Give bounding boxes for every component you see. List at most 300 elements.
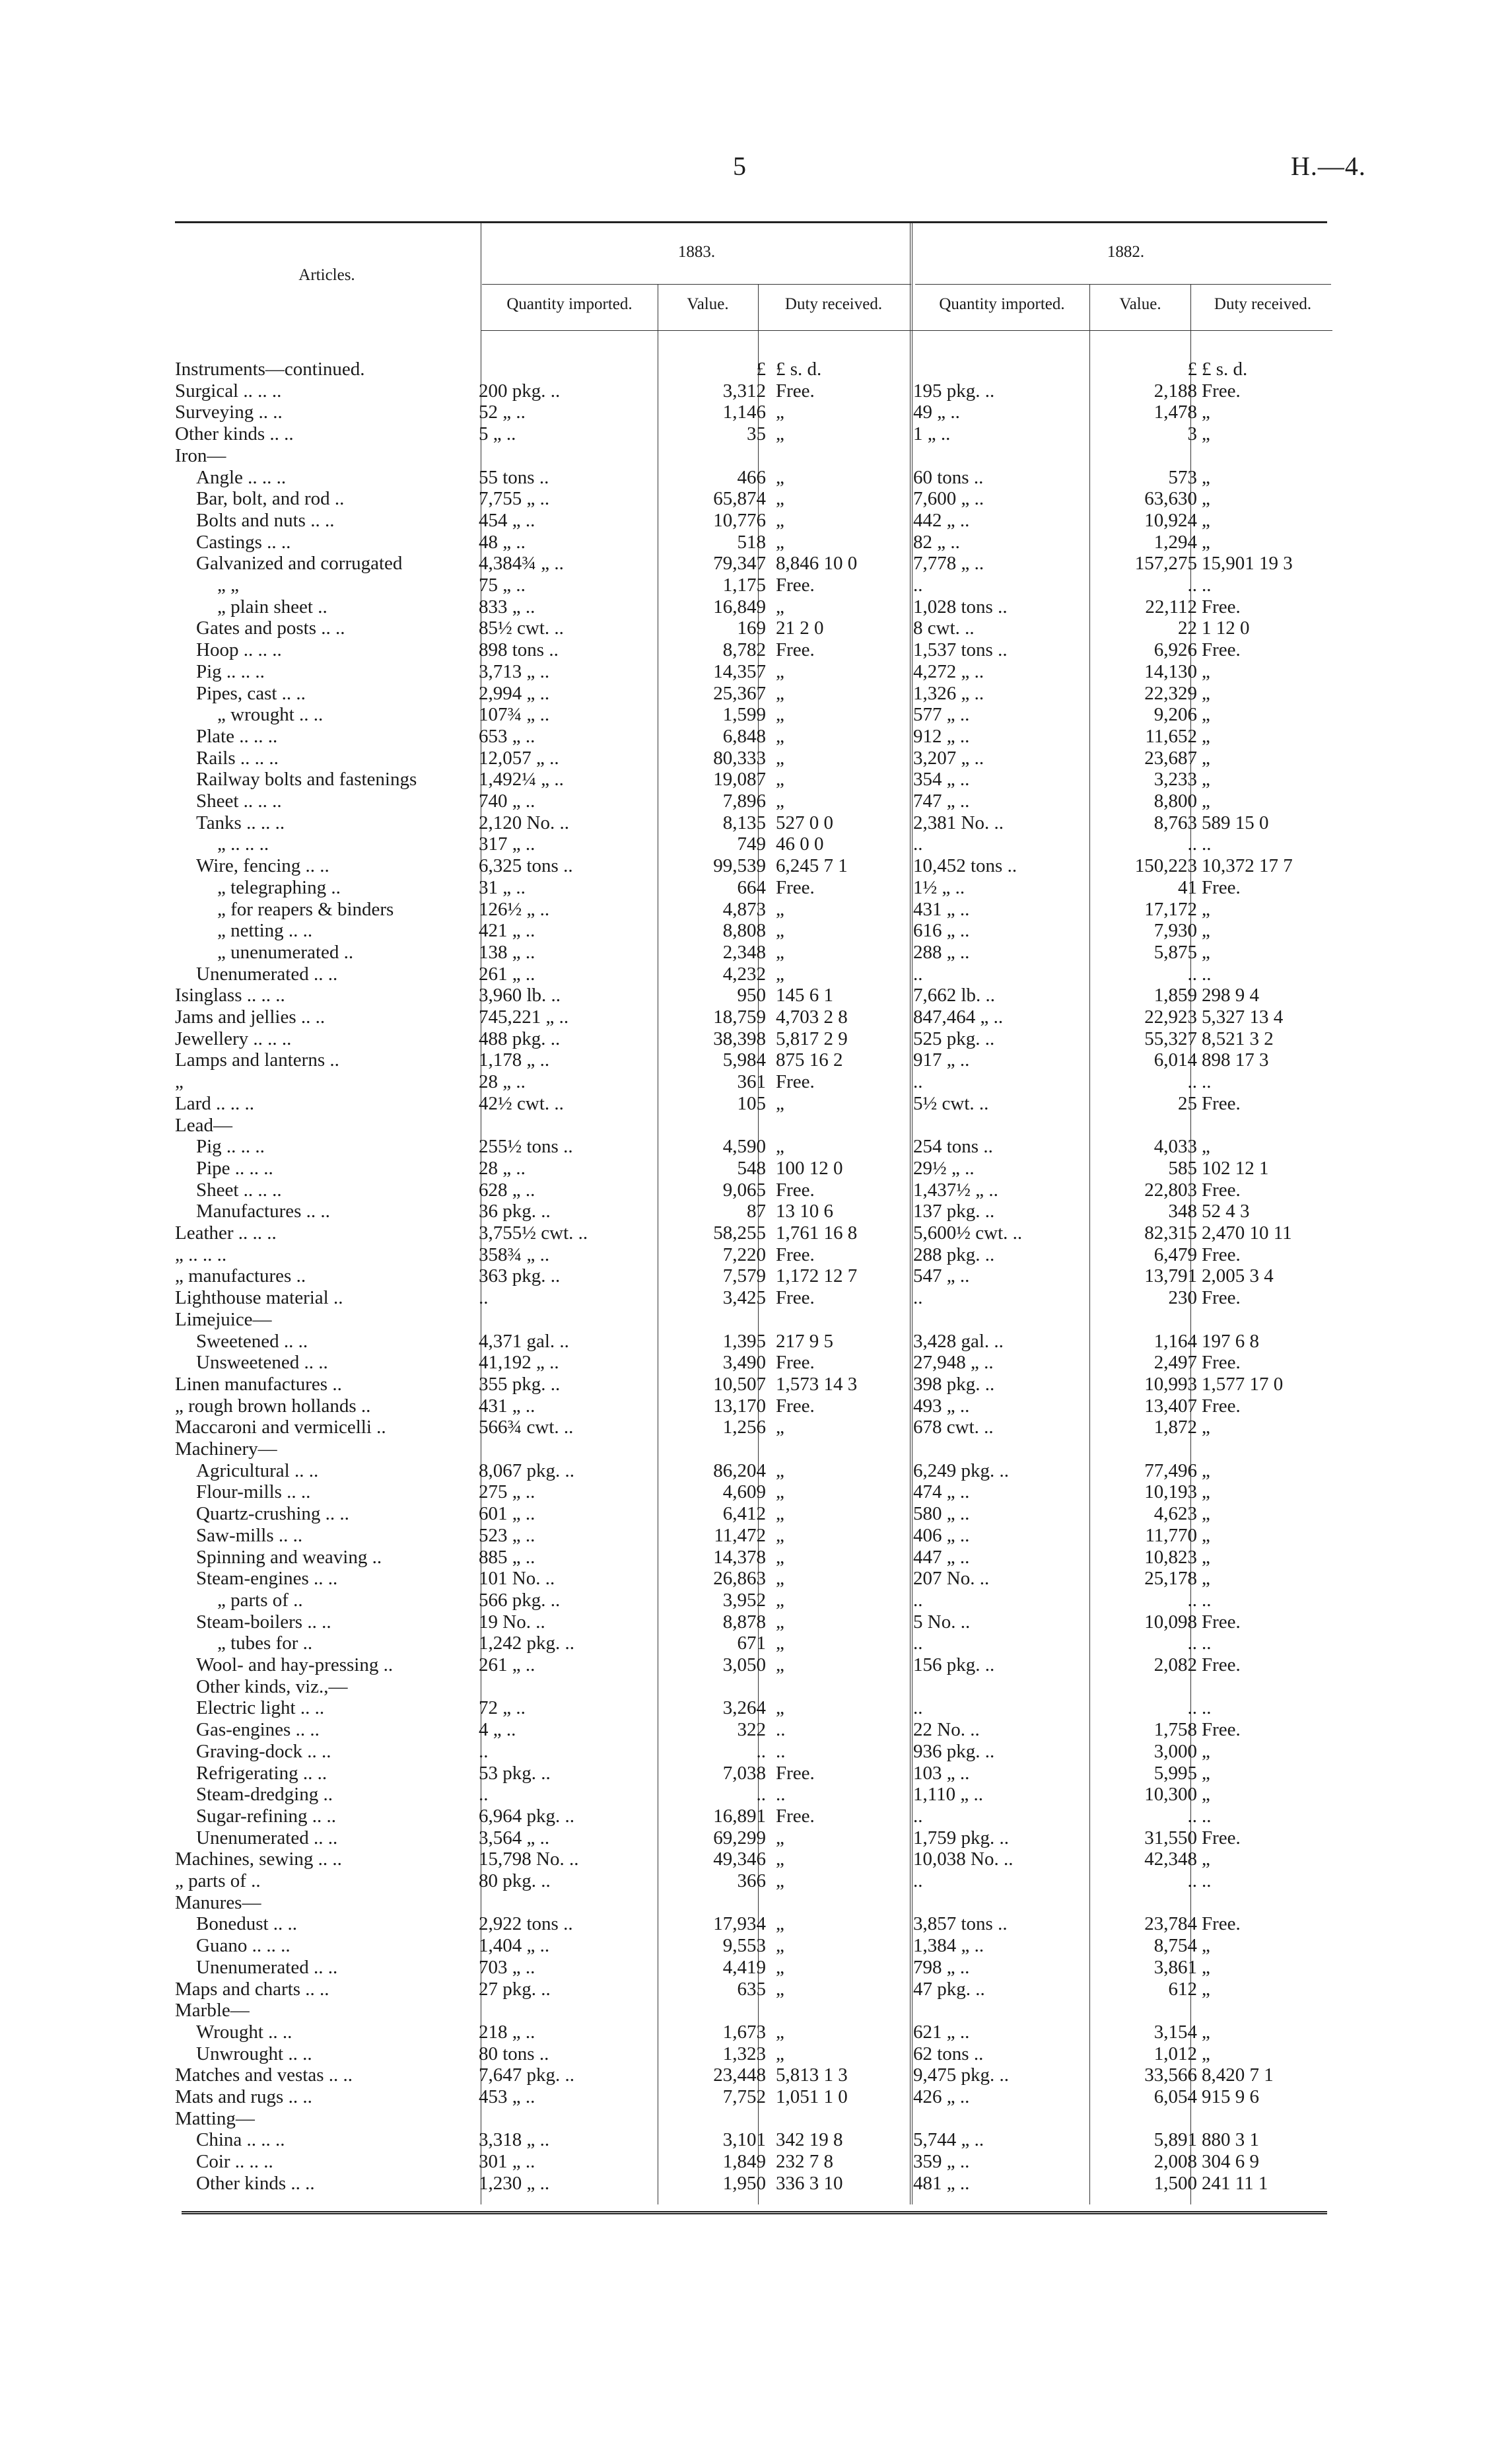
cell-v1: 1,599 bbox=[722, 704, 766, 726]
cell-v2: .. bbox=[1187, 1589, 1197, 1611]
cell-d2: „ bbox=[1202, 1784, 1210, 1806]
cell-q1: 48 „ .. bbox=[479, 531, 526, 553]
cell-d1: Free. bbox=[776, 1352, 815, 1374]
cell-q1: 653 „ .. bbox=[479, 725, 535, 747]
cell-v1: 38,398 bbox=[713, 1028, 766, 1049]
cell-d1: 1,172 12 7 bbox=[776, 1265, 858, 1287]
bottom-rule bbox=[182, 2211, 1327, 2214]
cell-q2: 936 pkg. .. bbox=[913, 1740, 995, 1762]
cell-q1: 42½ cwt. .. bbox=[479, 1092, 564, 1114]
cell-d2: .. bbox=[1202, 1870, 1212, 1891]
cell-v1: 6,412 bbox=[722, 1503, 766, 1525]
cell-q1: 5 „ .. bbox=[479, 423, 516, 445]
cell-d1: „ bbox=[776, 725, 784, 747]
cell-q2: 1,537 tons .. bbox=[913, 639, 1008, 661]
cell-v2: 25,178 bbox=[1144, 1568, 1197, 1590]
cell-v1: 3,264 bbox=[722, 1697, 766, 1719]
cell-v2: 5,875 bbox=[1153, 941, 1197, 963]
table-row bbox=[175, 1201, 1337, 1222]
cell-d1: „ bbox=[776, 1870, 784, 1891]
cell-a: Bolts and nuts .. .. bbox=[196, 509, 335, 531]
cell-d1: 1,051 1 0 bbox=[776, 2086, 848, 2107]
cell-a: Other kinds .. .. bbox=[196, 2172, 315, 2194]
cell-d2: „ bbox=[1202, 747, 1210, 769]
table-row bbox=[175, 1525, 1337, 1547]
cell-d1: 1,573 14 3 bbox=[776, 1373, 858, 1395]
cell-a: Saw-mills .. .. bbox=[196, 1524, 303, 1546]
table-row bbox=[175, 510, 1337, 532]
cell-d2: 2,470 10 11 bbox=[1202, 1222, 1292, 1244]
cell-a: Lamps and lanterns .. bbox=[175, 1049, 339, 1071]
cell-v1: 18,759 bbox=[713, 1006, 766, 1028]
table-row bbox=[175, 596, 1337, 618]
cell-v1: 950 bbox=[737, 985, 766, 1006]
table-row bbox=[175, 1049, 1337, 1071]
cell-d1: 1,761 16 8 bbox=[776, 1222, 858, 1244]
cell-q2: 137 pkg. .. bbox=[913, 1201, 995, 1222]
cell-q1: 31 „ .. bbox=[479, 876, 526, 898]
cell-v2: 10,924 bbox=[1144, 509, 1197, 531]
cell-q1: 566¾ cwt. .. bbox=[479, 1417, 574, 1438]
cell-v2: 348 bbox=[1168, 1201, 1197, 1222]
cell-v2: 6,926 bbox=[1153, 639, 1197, 661]
cell-v2: 22,329 bbox=[1144, 682, 1197, 704]
cell-v2: 10,300 bbox=[1144, 1784, 1197, 1806]
cell-d1: Free. bbox=[776, 575, 815, 596]
cell-d1: „ bbox=[776, 1136, 784, 1158]
cell-q2: 22 No. .. bbox=[913, 1719, 980, 1741]
header-rule-bottom bbox=[481, 330, 1332, 331]
cell-q2: 7,600 „ .. bbox=[913, 488, 984, 510]
cell-q1: 41,192 „ .. bbox=[479, 1352, 559, 1374]
cell-v1: 17,934 bbox=[713, 1913, 766, 1935]
cell-v1: 635 bbox=[737, 1978, 766, 2000]
cell-a: Graving-dock .. .. bbox=[196, 1740, 331, 1762]
cell-d2: „ bbox=[1202, 488, 1210, 510]
cell-d2: „ bbox=[1202, 1848, 1210, 1870]
cell-v1: 49,346 bbox=[713, 1848, 766, 1870]
cell-q1: 138 „ .. bbox=[479, 941, 535, 963]
table-row bbox=[175, 899, 1337, 921]
cell-d2: Free. bbox=[1202, 1244, 1241, 1265]
cell-v2: 1,758 bbox=[1153, 1719, 1197, 1741]
cell-d1: 13 10 6 bbox=[776, 1201, 833, 1222]
cell-v2: .. bbox=[1187, 833, 1197, 855]
cell-d1: Free. bbox=[776, 876, 815, 898]
cell-d2: „ bbox=[1202, 531, 1210, 553]
table-row bbox=[175, 1265, 1337, 1287]
header-quantity-1882: Quantity imported. bbox=[939, 295, 1065, 313]
cell-v2: 7,930 bbox=[1153, 920, 1197, 942]
cell-q1: 75 „ .. bbox=[479, 575, 526, 596]
cell-a: Machines, sewing .. .. bbox=[175, 1848, 342, 1870]
cell-v1: 86,204 bbox=[713, 1460, 766, 1481]
cell-q1: .. bbox=[479, 1740, 489, 1762]
cell-v2: 1,164 bbox=[1153, 1330, 1197, 1352]
cell-d2: „ bbox=[1202, 402, 1210, 423]
cell-v2: .. bbox=[1187, 1633, 1197, 1654]
cell-q2: 5,600½ cwt. .. bbox=[913, 1222, 1023, 1244]
cell-a: Bonedust .. .. bbox=[196, 1913, 298, 1935]
cell-q1: 28 „ .. bbox=[479, 1157, 526, 1179]
cell-v1: 4,873 bbox=[722, 898, 766, 920]
table-row bbox=[175, 920, 1337, 942]
cell-a: Sweetened .. .. bbox=[196, 1330, 308, 1352]
cell-a: Maccaroni and vermicelli .. bbox=[175, 1417, 386, 1438]
cell-d1: Free. bbox=[776, 1244, 815, 1265]
cell-q1: 4 „ .. bbox=[479, 1719, 516, 1741]
cell-v1: 58,255 bbox=[713, 1222, 766, 1244]
cell-q2: .. bbox=[913, 1870, 923, 1891]
cell-q1: 3,318 „ .. bbox=[479, 2129, 550, 2151]
cell-a: „ „ bbox=[217, 575, 239, 596]
cell-q2: .. bbox=[913, 1697, 923, 1719]
cell-d2: „ bbox=[1202, 1503, 1210, 1525]
cell-v2: 3,233 bbox=[1153, 769, 1197, 791]
page-number: 5 bbox=[733, 151, 746, 181]
cell-d1: „ bbox=[776, 747, 784, 769]
cell-d2: „ bbox=[1202, 941, 1210, 963]
cell-q1: 261 „ .. bbox=[479, 963, 535, 985]
cell-v1: 23,448 bbox=[713, 2064, 766, 2086]
cell-v2: 6,054 bbox=[1153, 2086, 1197, 2107]
cell-d1: 232 7 8 bbox=[776, 2151, 833, 2173]
table-row bbox=[175, 2064, 1337, 2086]
table-row bbox=[175, 2151, 1337, 2173]
cell-v1: 2,348 bbox=[722, 941, 766, 963]
cell-v1: 4,419 bbox=[722, 1956, 766, 1978]
cell-q1: 261 „ .. bbox=[479, 1654, 535, 1675]
cell-q2: 1,759 pkg. .. bbox=[913, 1827, 1009, 1848]
cell-v1: 3,490 bbox=[722, 1352, 766, 1374]
cell-d2: „ bbox=[1202, 423, 1210, 445]
table-row bbox=[175, 985, 1337, 1006]
cell-a: „ wrought .. .. bbox=[217, 704, 324, 726]
cell-q2: 493 „ .. bbox=[913, 1395, 970, 1417]
table-row bbox=[175, 2022, 1337, 2043]
cell-d2: .. bbox=[1202, 1071, 1212, 1093]
table-row bbox=[175, 1244, 1337, 1266]
cell-q1: 101 No. .. bbox=[479, 1568, 555, 1590]
table-row bbox=[175, 964, 1337, 985]
cell-d2: 2,005 3 4 bbox=[1202, 1265, 1274, 1287]
cell-d2: „ bbox=[1202, 704, 1210, 726]
cell-v2: 6,479 bbox=[1153, 1244, 1197, 1265]
cell-d1: „ bbox=[776, 1827, 784, 1848]
cell-a: Tanks .. .. .. bbox=[196, 812, 285, 833]
cell-a: Unwrought .. .. bbox=[196, 2043, 312, 2064]
cell-a: Unenumerated .. .. bbox=[196, 963, 338, 985]
cell-d1: „ bbox=[776, 488, 784, 510]
cell-d2: 915 9 6 bbox=[1202, 2086, 1259, 2107]
cell-d2: „ bbox=[1202, 769, 1210, 791]
cell-v1: 1,256 bbox=[722, 1417, 766, 1438]
cell-v2: 8,763 bbox=[1153, 812, 1197, 833]
cell-d2: £ s. d. bbox=[1202, 359, 1248, 380]
cell-q2: 1½ „ .. bbox=[913, 876, 965, 898]
cell-q1: .. bbox=[479, 1287, 489, 1309]
header-rule-mid-1883 bbox=[482, 284, 911, 285]
table-row bbox=[175, 942, 1337, 964]
cell-v1: 4,609 bbox=[722, 1481, 766, 1503]
document-id: H.—4. bbox=[1291, 151, 1366, 181]
header-duty-1883: Duty received. bbox=[784, 295, 883, 313]
cell-a: Rails .. .. .. bbox=[196, 747, 279, 769]
cell-v1: 19,087 bbox=[713, 769, 766, 791]
cell-d1: „ bbox=[776, 531, 784, 553]
cell-q1: 3,713 „ .. bbox=[479, 660, 550, 682]
cell-d2: Free. bbox=[1202, 1827, 1241, 1848]
cell-v1: 14,357 bbox=[713, 660, 766, 682]
cell-q2: 5,744 „ .. bbox=[913, 2129, 984, 2151]
cell-q1: 2,922 tons .. bbox=[479, 1913, 573, 1935]
cell-a: Lighthouse material .. bbox=[175, 1287, 343, 1309]
cell-q2: 8 cwt. .. bbox=[913, 617, 975, 639]
cell-d1: 8,846 10 0 bbox=[776, 553, 858, 575]
cell-v2: 8,754 bbox=[1153, 1935, 1197, 1957]
cell-a: Galvanized and corrugated bbox=[196, 553, 403, 575]
cell-d2: „ bbox=[1202, 2021, 1210, 2043]
cell-q1: 2,120 No. .. bbox=[479, 812, 569, 833]
cell-v1: 13,170 bbox=[713, 1395, 766, 1417]
cell-q2: 207 No. .. bbox=[913, 1568, 990, 1590]
cell-q1: 421 „ .. bbox=[479, 920, 535, 942]
table-row bbox=[175, 661, 1337, 683]
cell-v1: 79,347 bbox=[713, 553, 766, 575]
cell-q2: .. bbox=[913, 833, 923, 855]
cell-v1: 7,896 bbox=[722, 791, 766, 812]
cell-d1: „ bbox=[776, 1589, 784, 1611]
cell-v2: 150,223 bbox=[1134, 855, 1197, 877]
cell-d2: 1 12 0 bbox=[1202, 617, 1250, 639]
cell-d2: „ bbox=[1202, 1136, 1210, 1158]
cell-a: Machinery— bbox=[175, 1438, 277, 1460]
cell-v1: 87 bbox=[747, 1201, 766, 1222]
cell-d2: Free. bbox=[1202, 639, 1241, 661]
table-row bbox=[175, 1741, 1337, 1763]
cell-a: Other kinds .. .. bbox=[175, 423, 294, 445]
table-row bbox=[175, 1158, 1337, 1179]
cell-d1: Free. bbox=[776, 1287, 815, 1309]
cell-q2: 254 tons .. bbox=[913, 1136, 993, 1158]
cell-q2: 10,452 tons .. bbox=[913, 855, 1017, 877]
cell-v2: .. bbox=[1187, 1870, 1197, 1891]
cell-a: Linen manufactures .. bbox=[175, 1373, 342, 1395]
cell-v2: 10,993 bbox=[1144, 1373, 1197, 1395]
cell-v2: 55,327 bbox=[1144, 1028, 1197, 1049]
cell-a: Instruments—continued. bbox=[175, 359, 365, 380]
cell-v2: £ bbox=[1187, 359, 1197, 380]
cell-v2: 3,000 bbox=[1153, 1740, 1197, 1762]
cell-d2: „ bbox=[1202, 1956, 1210, 1978]
cell-d2: Free. bbox=[1202, 1611, 1241, 1633]
cell-d2: „ bbox=[1202, 1460, 1210, 1481]
table-row bbox=[175, 1913, 1337, 1935]
cell-a: Agricultural .. .. bbox=[196, 1460, 319, 1481]
cell-d2: „ bbox=[1202, 509, 1210, 531]
cell-d2: Free. bbox=[1202, 1654, 1241, 1675]
cell-q2: .. bbox=[913, 1071, 923, 1093]
cell-a: Limejuice— bbox=[175, 1308, 272, 1330]
cell-a: Wool- and hay-pressing .. bbox=[196, 1654, 394, 1675]
cell-q1: 628 „ .. bbox=[479, 1179, 535, 1201]
cell-d2: 1,577 17 0 bbox=[1202, 1373, 1284, 1395]
cell-q2: 288 „ .. bbox=[913, 941, 970, 963]
cell-q1: 80 tons .. bbox=[479, 2043, 549, 2064]
cell-d2: 298 9 4 bbox=[1202, 985, 1259, 1006]
cell-d2: Free. bbox=[1202, 876, 1241, 898]
table-row bbox=[175, 1287, 1337, 1309]
table-row bbox=[175, 380, 1337, 402]
header-value-1883: Value. bbox=[687, 295, 729, 313]
cell-d1: Free. bbox=[776, 1395, 815, 1417]
cell-d1: „ bbox=[776, 1654, 784, 1675]
table-row bbox=[175, 617, 1337, 639]
cell-v1: 169 bbox=[737, 617, 766, 639]
cell-d1: .. bbox=[776, 1784, 786, 1806]
cell-q1: 1,242 pkg. .. bbox=[479, 1633, 574, 1654]
cell-a: Unenumerated .. .. bbox=[196, 1956, 338, 1978]
table-row bbox=[175, 488, 1337, 510]
cell-q1: 1,492¼ „ .. bbox=[479, 769, 564, 791]
cell-v1: 3,312 bbox=[722, 380, 766, 402]
cell-q1: 19 No. .. bbox=[479, 1611, 545, 1633]
cell-q1: 85½ cwt. .. bbox=[479, 617, 564, 639]
cell-d2: Free. bbox=[1202, 1287, 1241, 1309]
cell-a: „ tubes for .. bbox=[217, 1633, 313, 1654]
cell-d1: „ bbox=[776, 1568, 784, 1590]
cell-a: „ unenumerated .. bbox=[217, 941, 354, 963]
cell-v1: 8,135 bbox=[722, 812, 766, 833]
table-row bbox=[175, 1870, 1337, 1892]
table-row bbox=[175, 2129, 1337, 2151]
cell-q2: 2,381 No. .. bbox=[913, 812, 1004, 833]
table-row bbox=[175, 1309, 1337, 1331]
cell-d1: „ bbox=[776, 963, 784, 985]
cell-q2: 4,272 „ .. bbox=[913, 660, 984, 682]
cell-d1: „ bbox=[776, 1417, 784, 1438]
cell-q2: 431 „ .. bbox=[913, 898, 970, 920]
cell-d1: „ bbox=[776, 1848, 784, 1870]
cell-d1: „ bbox=[776, 1978, 784, 2000]
cell-v2: 11,652 bbox=[1145, 725, 1197, 747]
cell-q2: 60 tons .. bbox=[913, 466, 984, 488]
cell-a: Bar, bolt, and rod .. bbox=[196, 488, 345, 510]
cell-a: „ manufactures .. bbox=[175, 1265, 306, 1287]
cell-v1: 14,378 bbox=[713, 1546, 766, 1568]
cell-d2: 197 6 8 bbox=[1202, 1330, 1259, 1352]
cell-q1: 6,964 pkg. .. bbox=[479, 1805, 574, 1827]
table-row bbox=[175, 1935, 1337, 1957]
cell-v2: 573 bbox=[1168, 466, 1197, 488]
cell-d1: „ bbox=[776, 1460, 784, 1481]
cell-v2: 2,082 bbox=[1153, 1654, 1197, 1675]
cell-v2: 3,154 bbox=[1153, 2021, 1197, 2043]
cell-d2: Free. bbox=[1202, 1913, 1241, 1935]
cell-v2: 5,995 bbox=[1153, 1762, 1197, 1784]
cell-q2: 62 tons .. bbox=[913, 2043, 984, 2064]
cell-a: Sheet .. .. .. bbox=[196, 1179, 282, 1201]
cell-v1: 16,849 bbox=[713, 596, 766, 617]
cell-v1: 7,579 bbox=[722, 1265, 766, 1287]
cell-q2: 747 „ .. bbox=[913, 791, 970, 812]
cell-v2: 10,098 bbox=[1144, 1611, 1197, 1633]
cell-v2: 23,784 bbox=[1144, 1913, 1197, 1935]
cell-a: Manures— bbox=[175, 1891, 261, 1913]
cell-d1: „ bbox=[776, 466, 784, 488]
cell-v2: 4,033 bbox=[1153, 1136, 1197, 1158]
cell-q1: 3,755½ cwt. .. bbox=[479, 1222, 588, 1244]
cell-q2: 82 „ .. bbox=[913, 531, 960, 553]
cell-d1: Free. bbox=[776, 1071, 815, 1093]
cell-v1: 7,038 bbox=[722, 1762, 766, 1784]
cell-q2: 103 „ .. bbox=[913, 1762, 970, 1784]
cell-d1: 145 6 1 bbox=[776, 985, 833, 1006]
cell-v2: 17,172 bbox=[1144, 898, 1197, 920]
cell-v1: 9,065 bbox=[722, 1179, 766, 1201]
cell-q1: 363 pkg. .. bbox=[479, 1265, 561, 1287]
table-row bbox=[175, 1568, 1337, 1590]
cell-v2: 230 bbox=[1168, 1287, 1197, 1309]
table-row bbox=[175, 1697, 1337, 1719]
cell-v2: .. bbox=[1187, 963, 1197, 985]
cell-v2: 2,188 bbox=[1153, 380, 1197, 402]
cell-d1: „ bbox=[776, 1611, 784, 1633]
cell-v2: 82,315 bbox=[1144, 1222, 1197, 1244]
cell-d2: „ bbox=[1202, 1740, 1210, 1762]
cell-d1: „ bbox=[776, 509, 784, 531]
table-row bbox=[175, 726, 1337, 748]
table-row bbox=[175, 1179, 1337, 1201]
cell-q1: 200 pkg. .. bbox=[479, 380, 561, 402]
cell-a: Other kinds, viz.,— bbox=[196, 1675, 348, 1697]
header-duty-1882: Duty received. bbox=[1214, 295, 1312, 313]
cell-q1: .. bbox=[479, 1784, 489, 1806]
cell-v2: 22,923 bbox=[1144, 1006, 1197, 1028]
cell-v1: 16,891 bbox=[713, 1805, 766, 1827]
cell-v2: 63,630 bbox=[1144, 488, 1197, 510]
cell-v1: 3,050 bbox=[722, 1654, 766, 1675]
cell-a: Steam-dredging .. bbox=[196, 1784, 333, 1806]
cell-q2: 798 „ .. bbox=[913, 1956, 970, 1978]
cell-v2: 3 bbox=[1187, 423, 1197, 445]
cell-v1: 25,367 bbox=[713, 682, 766, 704]
cell-a: Isinglass .. .. .. bbox=[175, 985, 285, 1006]
cell-q1: 453 „ .. bbox=[479, 2086, 535, 2107]
cell-a: Manufactures .. .. bbox=[196, 1201, 330, 1222]
table-row bbox=[175, 1006, 1337, 1028]
cell-v2: 33,566 bbox=[1144, 2064, 1197, 2086]
cell-a: „ rough brown hollands .. bbox=[175, 1395, 371, 1417]
cell-v2: 1,294 bbox=[1153, 531, 1197, 553]
cell-a: Flour-mills .. .. bbox=[196, 1481, 311, 1503]
table-row bbox=[175, 855, 1337, 877]
cell-d1: „ bbox=[776, 423, 784, 445]
cell-q2: 27,948 „ .. bbox=[913, 1352, 994, 1374]
cell-q2: 29½ „ .. bbox=[913, 1157, 975, 1179]
table-row bbox=[175, 553, 1337, 575]
cell-v2: 4,623 bbox=[1153, 1503, 1197, 1525]
cell-q1: 523 „ .. bbox=[479, 1524, 535, 1546]
cell-d1: „ bbox=[776, 2043, 784, 2064]
table-row bbox=[175, 1481, 1337, 1503]
top-rule bbox=[175, 221, 1327, 223]
header-year-1882: 1882. bbox=[1107, 243, 1145, 261]
cell-q2: 1,028 tons .. bbox=[913, 596, 1008, 617]
cell-q1: 3,960 lb. .. bbox=[479, 985, 561, 1006]
cell-v1: 3,952 bbox=[722, 1589, 766, 1611]
cell-d1: „ bbox=[776, 1956, 784, 1978]
